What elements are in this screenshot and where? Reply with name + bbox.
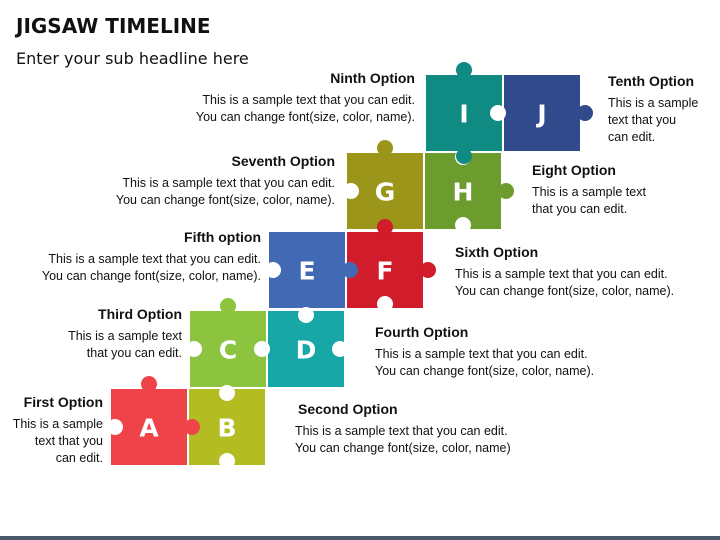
puzzle-knob-d-top [298, 307, 314, 323]
option-9 [196, 69, 415, 126]
puzzle-letter-g: G [374, 177, 396, 207]
puzzle-knob-i-top [456, 62, 472, 78]
puzzle-knob-f-right [420, 262, 436, 278]
puzzle-knob-h-bottom [455, 217, 471, 233]
puzzle-letter-j: J [537, 99, 547, 129]
puzzle-letter-h: H [452, 177, 474, 207]
option-7 [116, 152, 335, 209]
option-2-text: This is a sample text that you can edit. You can change font(size, color, name) [295, 424, 511, 455]
option-5-title: Fifth option [184, 229, 261, 245]
puzzle-letter-c: C [218, 335, 238, 365]
option-7-text: This is a sample text that you can edit. You can change font(size, color, name). [115, 176, 335, 207]
option-5 [42, 228, 261, 285]
puzzle-letter-e: E [298, 256, 316, 286]
option-4-text: This is a sample text that you can edit. You can change font(size, color, name). [375, 347, 595, 378]
puzzle-letter-d: D [295, 335, 317, 365]
option-10-text: This is a sample text that you can edit. [608, 96, 699, 144]
puzzle-knob-a-top [141, 376, 157, 392]
puzzle-knob-e-left [265, 262, 281, 278]
puzzle-letter-a: A [139, 413, 159, 443]
puzzle-knob-j-right [577, 105, 593, 121]
option-4 [375, 323, 594, 380]
option-6-text: This is a sample text that you can edit. You can change font(size, color, name). [455, 267, 675, 298]
option-3 [68, 305, 182, 362]
option-6 [455, 243, 674, 300]
puzzle-knob-f-bottom [377, 296, 393, 312]
option-1 [13, 393, 103, 467]
option-2-title: Second Option [298, 401, 398, 417]
option-3-text: This is a sample text that you can edit. [68, 329, 182, 360]
puzzle-knob-c-top [220, 298, 236, 314]
puzzle-knob-e-right [342, 262, 358, 278]
option-6-title: Sixth Option [455, 244, 539, 260]
puzzle-knob-b-bottom [219, 453, 235, 469]
footer-bar [0, 536, 720, 540]
option-9-text: This is a sample text that you can edit. You can change font(size, color, name). [195, 93, 415, 124]
puzzle-knob-c-right [254, 341, 270, 357]
option-5-text: This is a sample text that you can edit. You can change font(size, color, name). [41, 252, 261, 283]
puzzle-knob-a-left [107, 419, 123, 435]
page-subtitle: Enter your sub headline here [16, 49, 249, 68]
option-8-title: Eight Option [532, 162, 616, 178]
puzzle-knob-a-right [184, 419, 200, 435]
page-title: JIGSAW TIMELINE [16, 14, 211, 38]
puzzle-letter-f: F [376, 256, 394, 286]
puzzle-knob-f-top [377, 219, 393, 235]
option-10-title: Tenth Option [608, 73, 695, 89]
option-2 [295, 400, 511, 457]
puzzle-knob-c-left [186, 341, 202, 357]
option-1-text: This is a sample text that you can edit. [12, 417, 103, 465]
option-1-title: First Option [23, 394, 103, 410]
puzzle-knob-g-left [343, 183, 359, 199]
option-3-title: Third Option [98, 306, 182, 322]
option-10 [608, 72, 698, 146]
option-9-title: Ninth Option [330, 70, 415, 86]
puzzle-knob-g-top [377, 140, 393, 156]
puzzle-knob-i-right [490, 105, 506, 121]
puzzle-knob-b-top [219, 385, 235, 401]
puzzle-letter-b: B [217, 413, 237, 443]
puzzle-letter-i: I [459, 99, 469, 129]
puzzle-knob-d-right [332, 341, 348, 357]
option-8-text: This is a sample text that you can edit. [532, 185, 646, 216]
option-4-title: Fourth Option [375, 324, 469, 340]
puzzle-knob-i-bottom [456, 148, 472, 164]
option-8 [532, 161, 646, 218]
puzzle-knob-h-right [498, 183, 514, 199]
option-7-title: Seventh Option [231, 153, 335, 169]
